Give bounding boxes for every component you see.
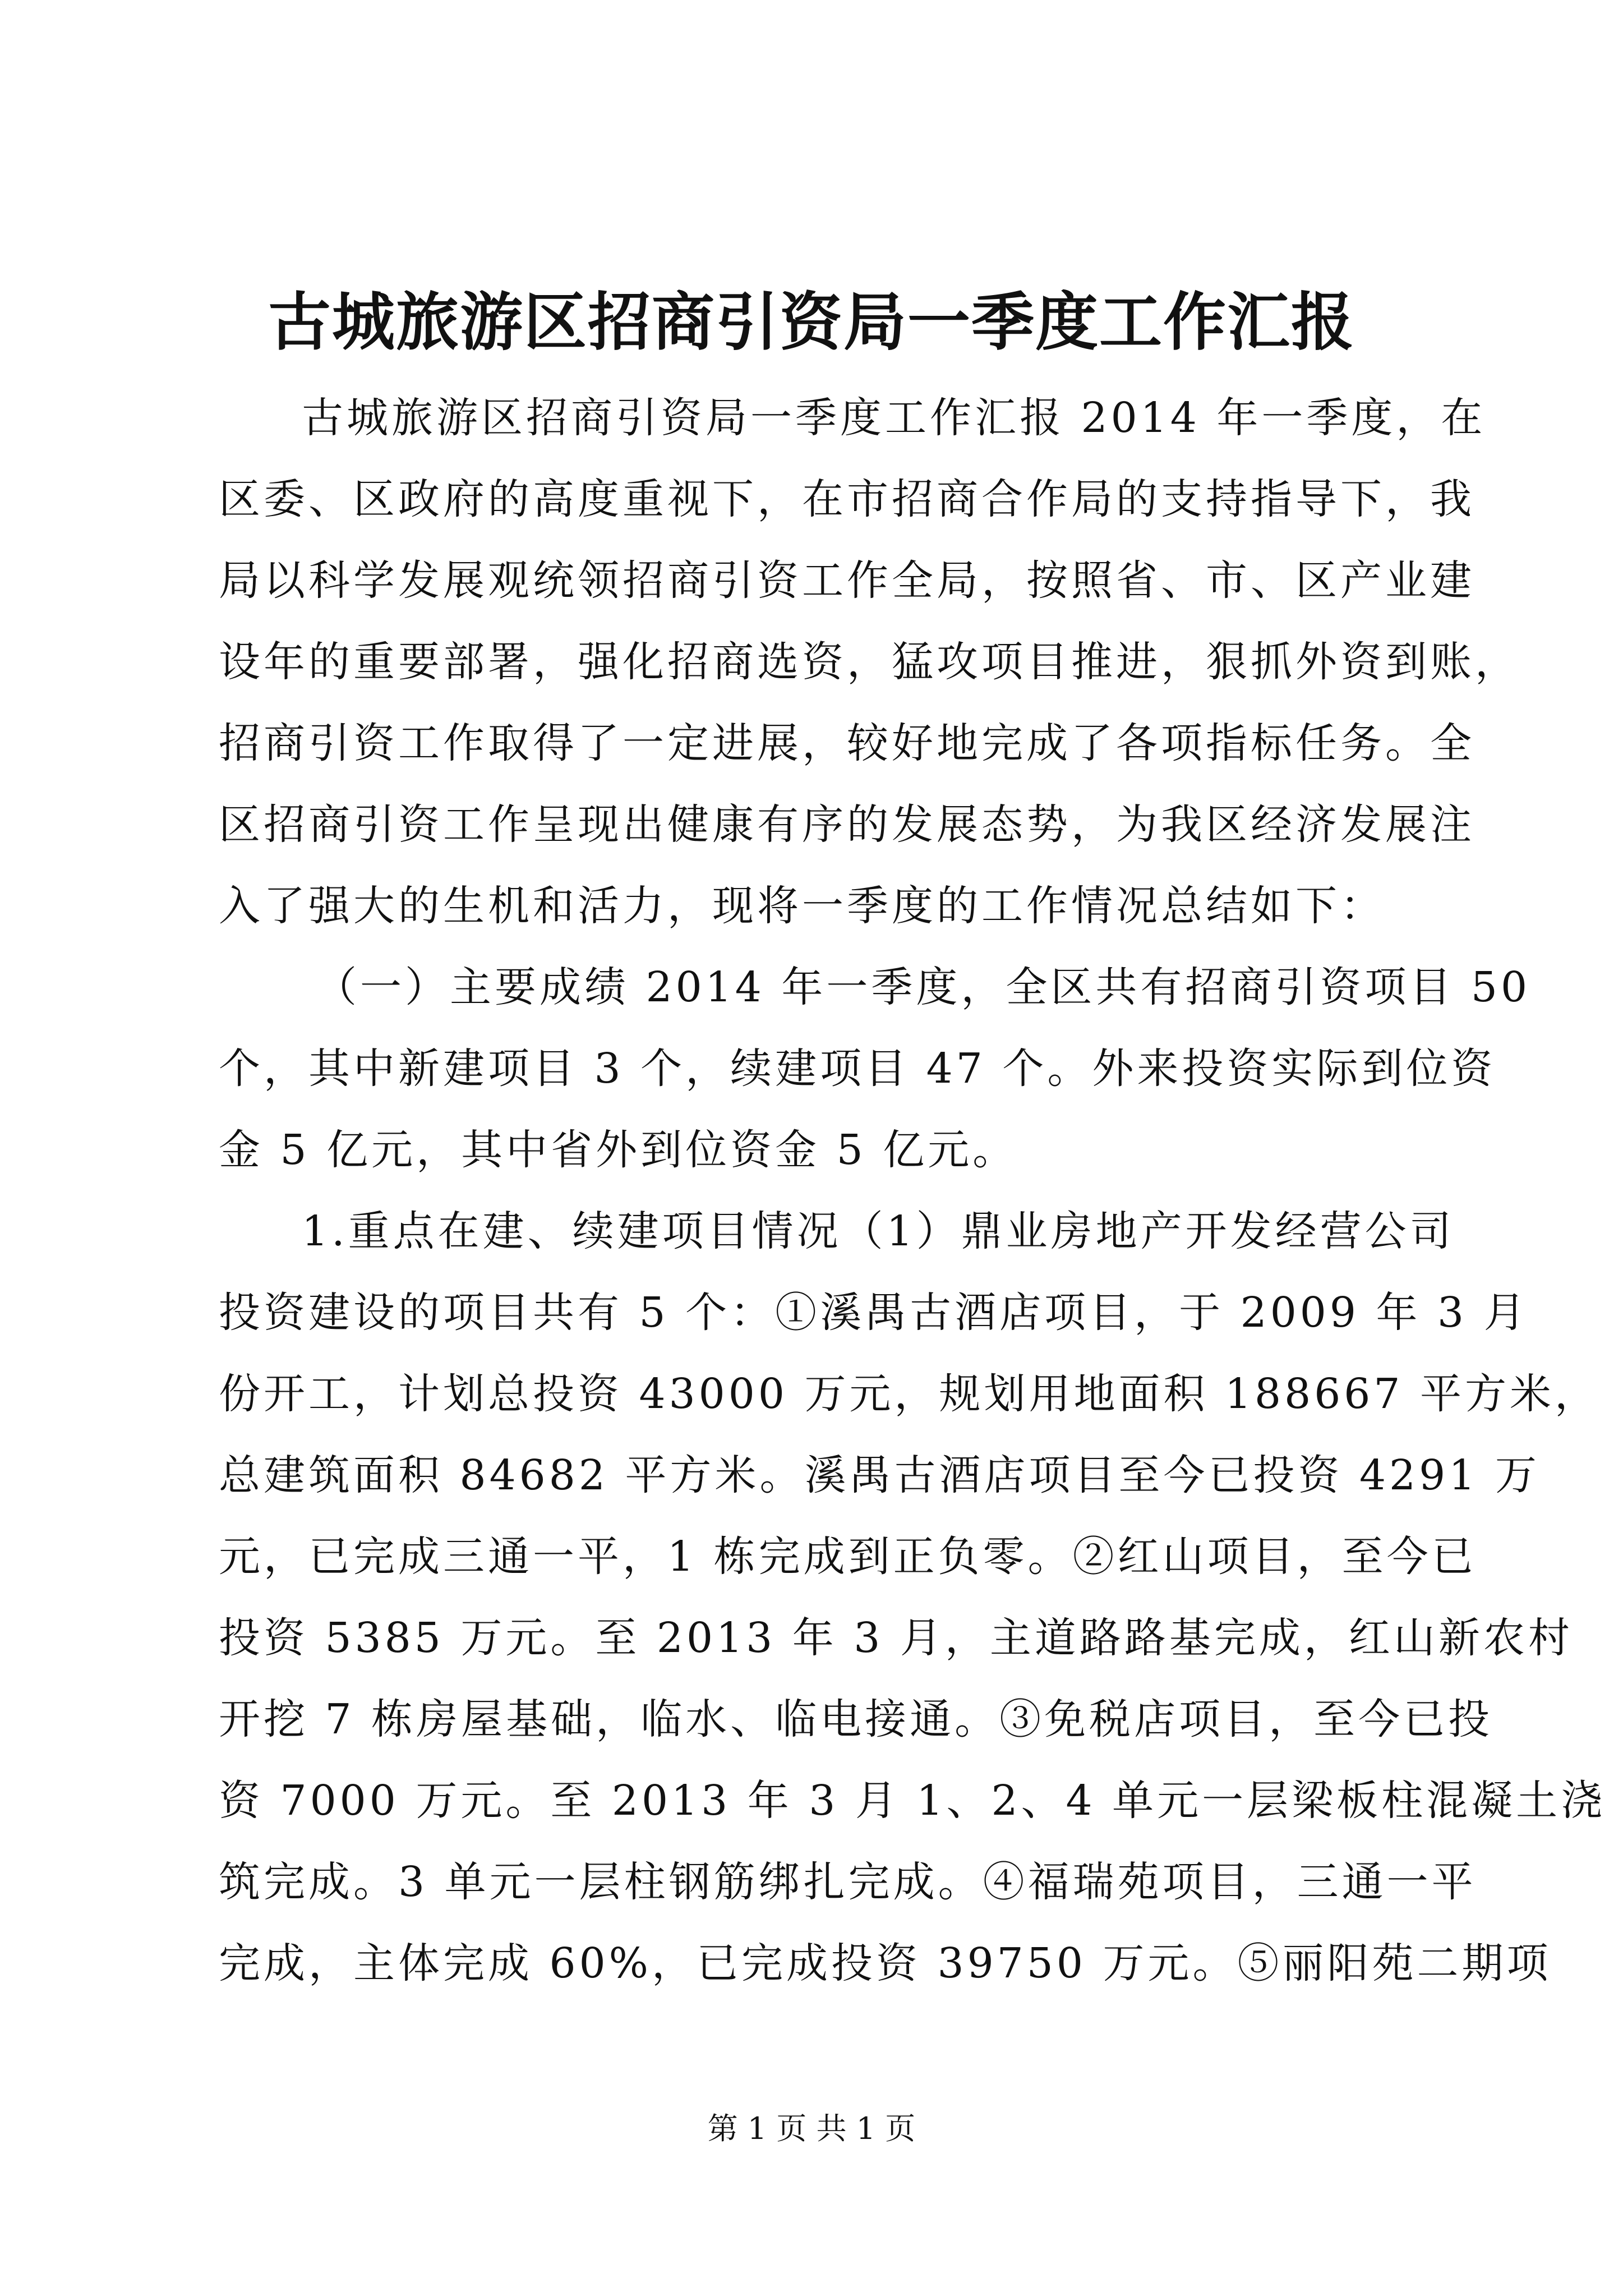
body-line-9: 个，其中新建项目 3 个，续建项目 47 个。外来投资实际到位资	[219, 1045, 1496, 1093]
body-line-6: 区招商引资工作呈现出健康有序的发展态势，为我区经济发展注	[219, 800, 1475, 849]
body-line-5: 招商引资工作取得了一定进展，较好地完成了各项指标任务。全	[219, 719, 1475, 767]
page-footer: 第 1 页 共 1 页	[707, 2111, 916, 2146]
body-line-13: 份开工，计划总投资 43000 万元，规划用地面积 188667 平方米，	[219, 1370, 1599, 1418]
body-line-11: 1.重点在建、续建项目情况（1）鼎业房地产开发经营公司	[302, 1207, 1455, 1255]
body-line-20: 完成，主体完成 60%，已完成投资 39750 万元。⑤丽阳苑二期项	[219, 1939, 1552, 1987]
body-line-16: 投资 5385 万元。至 2013 年 3 月，主道路路基完成，红山新农村	[219, 1614, 1573, 1662]
body-line-4: 设年的重要部署，强化招商选资，猛攻项目推进，狠抓外资到账，	[219, 638, 1520, 686]
body-line-7: 入了强大的生机和活力，现将一季度的工作情况总结如下：	[219, 882, 1385, 930]
body-line-2: 区委、区政府的高度重视下，在市招商合作局的支持指导下，我	[219, 475, 1475, 523]
body-line-1: 古城旅游区招商引资局一季度工作汇报 2014 年一季度，在	[302, 394, 1486, 442]
body-line-3: 局以科学发展观统领招商引资工作全局，按照省、市、区产业建	[219, 556, 1475, 605]
document-title: 古城旅游区招商引资局一季度工作汇报	[268, 286, 1355, 359]
body-line-8: （一）主要成绩 2014 年一季度，全区共有招商引资项目 50	[315, 963, 1531, 1011]
body-line-10: 金 5 亿元，其中省外到位资金 5 亿元。	[219, 1126, 1018, 1174]
body-line-18: 资 7000 万元。至 2013 年 3 月 1、2、4 单元一层梁板柱混凝土浇	[219, 1777, 1606, 1825]
body-line-15: 元，已完成三通一平，1 栋完成到正负零。②红山项目，至今已	[219, 1533, 1477, 1581]
body-line-12: 投资建设的项目共有 5 个：①溪禺古酒店项目，于 2009 年 3 月	[219, 1289, 1529, 1337]
body-line-19: 筑完成。3 单元一层柱钢筋绑扎完成。④福瑞苑项目，三通一平	[219, 1858, 1477, 1906]
body-line-14: 总建筑面积 84682 平方米。溪禺古酒店项目至今已投资 4291 万	[219, 1451, 1540, 1499]
body-line-17: 开挖 7 栋房屋基础，临水、临电接通。③免税店项目，至今已投	[219, 1695, 1493, 1743]
